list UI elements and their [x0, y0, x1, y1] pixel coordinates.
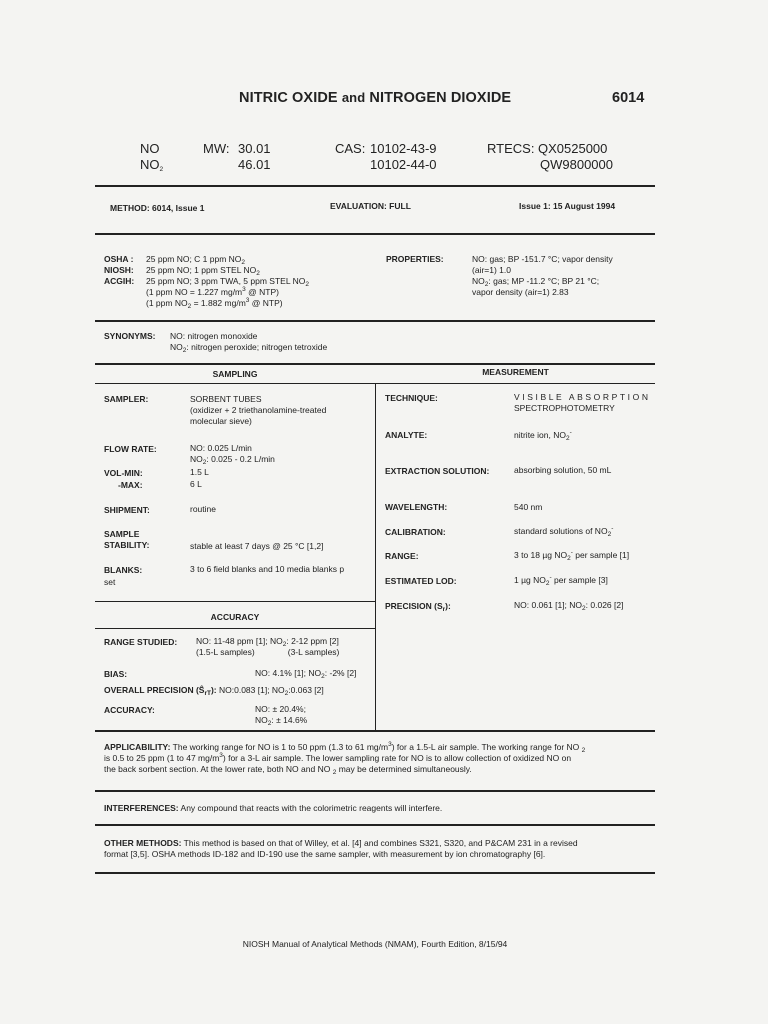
properties-text: NO: gas; BP -151.7 °C; vapor density (air=1) 1.0 $NO_2$: gas; MP -11.2 °C; BP 21 °C; vapor density (air=1) 2.83 — [472, 254, 613, 297]
divider — [95, 790, 655, 792]
vol-min-value: 1.5 L — [190, 467, 209, 477]
accuracy-heading: ACCURACY — [210, 612, 260, 622]
divider — [95, 872, 655, 874]
issue-date: Issue 1: 15 August 1994 — [519, 201, 616, 211]
lod-value: 1 µg $NO_2^-$ per sample [3] — [514, 574, 608, 587]
flow-rate-label: FLOW RATE: — [104, 444, 157, 454]
lod-label: ESTIMATED LOD: — [385, 576, 457, 586]
other-methods: OTHER METHODS: This method is based on that of Willey, et al. [4] and combines S321, S320, and P&CAM 231 in a revised format [3,5]. OSHA methods ID-182 and ID-190 use the same sampler, with measurement by ion chromatography [6]. — [104, 838, 578, 859]
vol-max-value: 6 L — [190, 479, 202, 489]
technique-value: VISIBLE ABSORPTION SPECTROPHOTOMETRY — [514, 392, 651, 413]
calibration-value: standard solutions of $NO_2^-$ — [514, 525, 614, 538]
shipment-value: routine — [190, 504, 216, 514]
measurement-heading: MEASUREMENT — [482, 367, 549, 377]
divider — [95, 730, 655, 732]
wavelength-label: WAVELENGTH: — [385, 502, 448, 512]
bias-value: NO: 4.1% [1]; $NO_2$: -2% [2] — [255, 668, 357, 680]
shipment-label: SHIPMENT: — [104, 505, 150, 515]
cas-label: CAS: — [335, 141, 366, 156]
rtecs-values: QX0525000 QW9800000 — [538, 141, 613, 173]
sampling-heading: SAMPLING — [212, 369, 258, 379]
vol-max-label: -MAX: — [118, 480, 143, 490]
precision-label: PRECISION $(S_r)$: — [385, 601, 451, 613]
exposure-limits: OSHA : 25 ppm NO; C 1 ppm $NO_2$ NIOSH: 25 ppm NO; 1 ppm STEL $NO_2$ ACGIH: 25 ppm NO; 3 ppm TWA, 5 ppm STEL $NO_2$ (1 ppm NO = 1.227 $mg/m^3$ @ NTP) (1 ppm $NO_2 = 1.882$ $mg/m^3$ @ NTP) — [104, 254, 309, 310]
divider — [95, 601, 375, 602]
wavelength-value: 540 nm — [514, 502, 543, 512]
bias-label: BIAS: — [104, 669, 128, 679]
compound-names: NO $NO_2$ — [140, 141, 164, 174]
method-id: METHOD: 6014, Issue 1 — [110, 203, 205, 213]
divider — [95, 824, 655, 826]
page-footer: NIOSH Manual of Analytical Methods (NMAM), Fourth Edition, 8/15/94 — [242, 939, 508, 949]
technique-label: TECHNIQUE: — [385, 393, 438, 403]
divider — [95, 628, 375, 629]
synonyms: SYNONYMS: NO: nitrogen monoxide $NO_2$: nitrogen peroxide; nitrogen tetroxide — [104, 331, 328, 354]
applicability: APPLICABILITY: The working range for NO is 1 to 50 ppm (1.3 to 61 $mg/m^3$) for a 1.5-L air sample. The working range for NO $_2$ is 0.5 to 25 ppm (1 to 47 $mg/m^3$) for a 3-L air sample. The lower sampling rate for NO is to allow collection of oxidized NO on the back sorbent section. At the lower rate, both NO and NO $_2$ may be determined simultaneously. — [104, 741, 586, 776]
divider — [95, 363, 655, 365]
page-title: NITRIC OXIDE and NITROGEN DIOXIDE — [239, 90, 512, 106]
blanks-value-cont: set — [104, 577, 116, 587]
stability-label: SAMPLE STABILITY: — [104, 529, 150, 550]
analyte-value: nitrite ion, $NO_2^-$ — [514, 429, 572, 442]
blanks-value: 3 to 6 field blanks and 10 media blanks p — [190, 564, 345, 574]
interferences: INTERFERENCES: Any compound that reacts with the colorimetric reagents will interfere. — [104, 803, 443, 813]
extraction-value: absorbing solution, 50 mL — [514, 465, 612, 475]
mw-label: MW: — [203, 141, 230, 156]
method-number: 6014 — [612, 90, 645, 106]
divider — [95, 233, 655, 235]
overall-precision: OVERALL PRECISION $(Ŝ_{rT})$: NO:0.083 [1]; $NO_2:0.063$ [2] — [104, 685, 324, 697]
evaluation: EVALUATION: FULL — [330, 201, 411, 211]
rtecs-label: RTECS: — [487, 141, 535, 156]
divider — [95, 320, 655, 322]
range-label: RANGE: — [385, 551, 419, 561]
precision-value: NO: 0.061 [1]; $NO_2$: 0.026 [2] — [514, 600, 624, 612]
sampler-value: SORBENT TUBES (oxidizer + 2 triethanolamine-treated molecular sieve) — [190, 394, 327, 426]
extraction-label: EXTRACTION SOLUTION: — [385, 466, 490, 476]
cas-values: 10102-43-9 10102-44-0 — [370, 141, 437, 173]
accuracy-value: NO: ± 20.4%; $NO_2$: ± 14.6% — [255, 704, 308, 727]
stability-value: stable at least 7 days @ 25 °C [1,2] — [190, 541, 324, 551]
divider — [95, 185, 655, 187]
accuracy-label: ACCURACY: — [104, 705, 155, 715]
flow-rate-value: NO: 0.025 L/min $NO_2$: 0.025 - 0.2 L/min — [190, 443, 275, 466]
range-studied-value: NO: 11-48 ppm [1]; $NO_2$: 2-12 ppm [2] (1.5-L samples) (3-L samples) — [196, 636, 340, 657]
calibration-label: CALIBRATION: — [385, 527, 446, 537]
vol-min-label: VOL-MIN: — [104, 468, 143, 478]
sampler-label: SAMPLER: — [104, 394, 149, 404]
mw-values: 30.01 46.01 — [238, 141, 271, 173]
properties-label: PROPERTIES: — [386, 254, 444, 264]
range-value: 3 to 18 µg $NO_2^-$ per sample [1] — [514, 549, 630, 562]
column-divider — [375, 383, 376, 730]
analyte-label: ANALYTE: — [385, 430, 428, 440]
range-studied-label: RANGE STUDIED: — [104, 637, 178, 647]
blanks-label: BLANKS: — [104, 565, 143, 575]
